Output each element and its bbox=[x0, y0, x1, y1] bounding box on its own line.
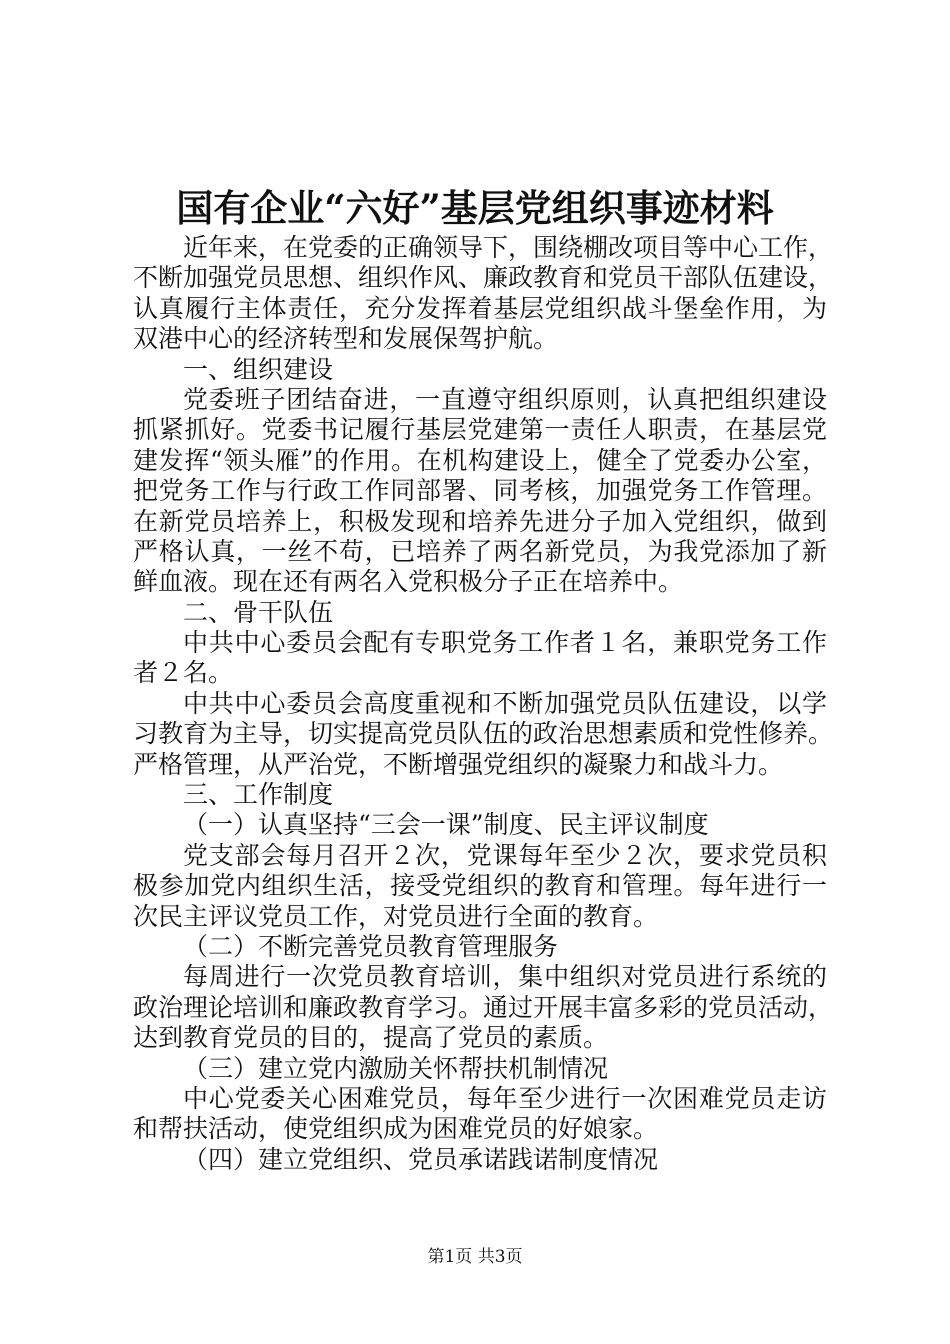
text-line: 双港中心的经济转型和发展保驾护航。 bbox=[133, 324, 559, 354]
page-footer: 第1页 共3页 bbox=[427, 1247, 523, 1267]
text-line: （二）不断完善党员教育管理服务 bbox=[183, 931, 559, 961]
text-line: （四）建立党组织、党员承诺践诺制度情况 bbox=[183, 1144, 659, 1174]
text-line: 二、骨干队伍 bbox=[183, 597, 334, 627]
text-line: 习教育为主导，切实提高党员队伍的政治思想素质和党性修养。 bbox=[133, 719, 834, 749]
text-line: 每周进行一次党员教育培训，集中组织对党员进行系统的 bbox=[183, 962, 827, 992]
text-line: 不断加强党员思想、组织作风、廉政教育和党员干部队伍建设， bbox=[133, 263, 834, 293]
text-line: 在新党员培养上，积极发现和培养先进分子加入党组织，做到 bbox=[133, 506, 827, 536]
text-line: 和帮扶活动，使党组织成为困难党员的好娘家。 bbox=[133, 1114, 659, 1144]
text-line: 者２名。 bbox=[133, 658, 234, 688]
text-line: 三、工作制度 bbox=[183, 780, 334, 810]
text-line: 极参加党内组织生活，接受党组织的教育和管理。每年进行一 bbox=[133, 871, 827, 901]
document-title: 国有企业“六好”基层党组织事迹材料 bbox=[176, 186, 774, 230]
text-line: 党支部会每月召开２次，党课每年至少２次，要求党员积 bbox=[183, 840, 827, 870]
text-line: 抓紧抓好。党委书记履行基层党建第一责任人职责，在基层党 bbox=[133, 415, 827, 445]
text-line: 达到教育党员的目的，提高了党员的素质。 bbox=[133, 1023, 609, 1053]
text-line: 严格管理，从严治党，不断增强党组织的凝聚力和战斗力。 bbox=[133, 749, 784, 779]
text-line: （三）建立党内激励关怀帮扶机制情况 bbox=[183, 1053, 609, 1083]
document-body bbox=[133, 233, 834, 1175]
text-line: 中共中心委员会高度重视和不断加强党员队伍建设，以学 bbox=[183, 688, 827, 718]
text-line: 中共中心委员会配有专职党务工作者１名，兼职党务工作 bbox=[183, 628, 827, 658]
text-line: 次民主评议党员工作，对党员进行全面的教育。 bbox=[133, 901, 659, 931]
text-line: 鲜血液。现在还有两名入党积极分子正在培养中。 bbox=[133, 567, 684, 597]
text-line: 建发挥“领头雁”的作用。在机构建设上，健全了党委办公室， bbox=[133, 445, 827, 475]
text-line: （一）认真坚持“三会一课”制度、民主评议制度 bbox=[183, 810, 709, 840]
text-line: 近年来，在党委的正确领导下，围绕棚改项目等中心工作， bbox=[183, 233, 834, 262]
text-line: 中心党委关心困难党员，每年至少进行一次困难党员走访 bbox=[183, 1083, 827, 1113]
text-line: 严格认真，一丝不苟，已培养了两名新党员，为我党添加了新 bbox=[133, 536, 827, 566]
text-line: 党委班子团结奋进，一直遵守组织原则，认真把组织建设 bbox=[183, 384, 827, 414]
text-line: 政治理论培训和廉政教育学习。通过开展丰富多彩的党员活动， bbox=[133, 992, 834, 1022]
text-line: 把党务工作与行政工作同部署、同考核，加强党务工作管理。 bbox=[133, 476, 827, 506]
text-line: 一、组织建设 bbox=[183, 354, 334, 384]
text-line: 认真履行主体责任，充分发挥着基层党组织战斗堡垒作用，为 bbox=[133, 293, 827, 323]
